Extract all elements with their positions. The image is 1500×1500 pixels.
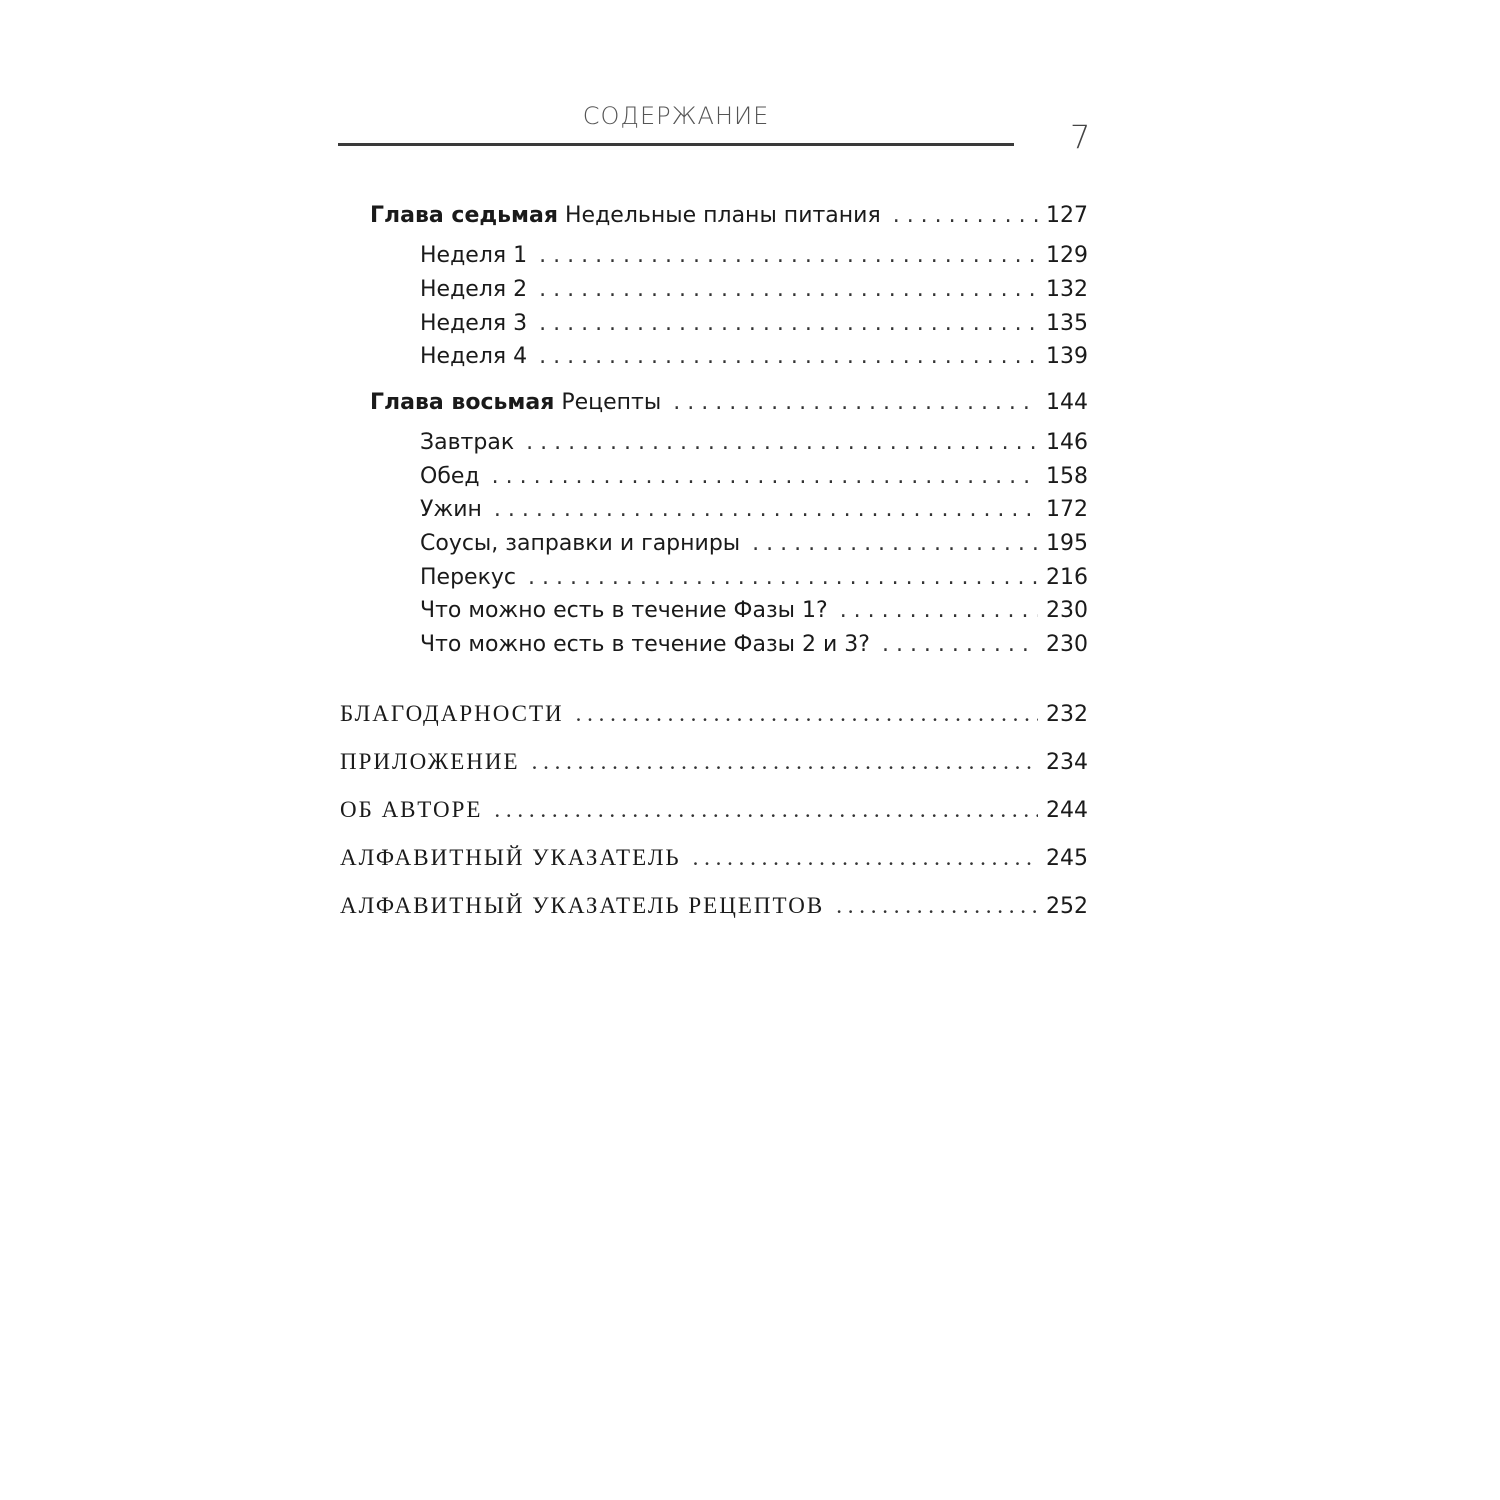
toc-item[interactable]	[420, 464, 1088, 489]
toc-item-page: 129	[1046, 243, 1088, 268]
dot-leader	[882, 632, 1038, 657]
toc-item-page: 146	[1046, 430, 1088, 455]
dot-leader	[526, 430, 1038, 455]
toc-back-matter-item[interactable]	[340, 797, 1088, 823]
dot-leader	[539, 344, 1038, 369]
toc-item-title: Обед	[420, 464, 480, 489]
toc-item-title: Соусы, заправки и гарниры	[420, 531, 741, 556]
back-matter-page: 245	[1046, 846, 1088, 871]
dot-leader	[840, 598, 1038, 623]
toc-chapter-7[interactable]	[370, 203, 1088, 228]
chapter-7-title: Недельные планы питания	[565, 203, 881, 228]
dot-leader	[539, 277, 1038, 302]
chapter-8-title: Рецепты	[561, 390, 662, 415]
chapter-7-page: 127	[1046, 203, 1088, 228]
dot-leader	[492, 464, 1038, 489]
back-matter-title: БЛАГОДАРНОСТИ	[340, 701, 564, 726]
chapter-8-page: 144	[1046, 390, 1088, 415]
toc-chapter-8-label	[370, 390, 661, 415]
toc-item-title: Что можно есть в течение Фазы 2 и 3?	[420, 632, 870, 657]
toc-item-title: Неделя 1	[420, 243, 528, 268]
toc-back-matter-item[interactable]	[340, 893, 1088, 919]
dot-leader	[752, 531, 1038, 556]
dot-leader	[893, 203, 1038, 228]
dot-leader	[494, 497, 1038, 522]
toc-back-matter-item[interactable]	[340, 749, 1088, 775]
header-rule	[338, 143, 1014, 146]
toc-item[interactable]	[420, 344, 1088, 369]
toc-item-page: 158	[1046, 464, 1088, 489]
toc-item-title: Перекус	[420, 565, 516, 590]
dot-leader	[539, 243, 1038, 268]
toc-back-matter-item[interactable]	[340, 845, 1088, 871]
toc-item-page: 132	[1046, 277, 1088, 302]
toc-back-matter-item[interactable]	[340, 701, 1088, 727]
back-matter-title: АЛФАВИТНЫЙ УКАЗАТЕЛЬ	[340, 845, 681, 870]
toc-item-page: 230	[1046, 632, 1088, 657]
toc-item-page: 195	[1046, 531, 1088, 556]
toc-item[interactable]	[420, 531, 1088, 556]
dot-leader	[528, 565, 1038, 590]
back-matter-page: 232	[1046, 702, 1088, 727]
page-number: 7	[1070, 118, 1091, 156]
toc-item-page: 216	[1046, 565, 1088, 590]
running-head: СОДЕРЖАНИЕ	[582, 102, 770, 130]
toc-item-title: Неделя 4	[420, 344, 528, 369]
back-matter-page: 252	[1046, 894, 1088, 919]
back-matter-title: ПРИЛОЖЕНИЕ	[340, 749, 520, 774]
dot-leader	[539, 311, 1038, 336]
toc-item[interactable]	[420, 497, 1088, 522]
toc-item-page: 230	[1046, 598, 1088, 623]
dot-leader	[576, 701, 1038, 727]
toc-item-page: 135	[1046, 311, 1088, 336]
toc-item-title: Неделя 2	[420, 277, 528, 302]
dot-leader	[693, 845, 1038, 871]
toc-item-title: Неделя 3	[420, 311, 528, 336]
chapter-7-number: Глава седьмая	[370, 203, 558, 228]
toc-item-page: 139	[1046, 344, 1088, 369]
toc-item[interactable]	[420, 311, 1088, 336]
toc-item[interactable]	[420, 243, 1088, 268]
dot-leader	[836, 893, 1038, 919]
toc-item-page: 172	[1046, 497, 1088, 522]
back-matter-page: 244	[1046, 798, 1088, 823]
toc-item[interactable]	[420, 277, 1088, 302]
toc-item[interactable]	[420, 598, 1088, 623]
toc-item-title: Что можно есть в течение Фазы 1?	[420, 598, 828, 623]
toc-item-title: Завтрак	[420, 430, 515, 455]
toc-item[interactable]	[420, 632, 1088, 657]
dot-leader	[532, 749, 1038, 775]
dot-leader	[494, 797, 1038, 823]
toc-chapter-8[interactable]	[370, 390, 1088, 415]
back-matter-title: АЛФАВИТНЫЙ УКАЗАТЕЛЬ РЕЦЕПТОВ	[340, 893, 825, 918]
back-matter-title: ОБ АВТОРЕ	[340, 797, 483, 822]
toc-item[interactable]	[420, 565, 1088, 590]
toc-item-title: Ужин	[420, 497, 482, 522]
dot-leader	[673, 390, 1038, 415]
toc-item[interactable]	[420, 430, 1088, 455]
chapter-8-number: Глава восьмая	[370, 390, 555, 415]
back-matter-page: 234	[1046, 750, 1088, 775]
toc-chapter-7-label	[370, 203, 881, 228]
